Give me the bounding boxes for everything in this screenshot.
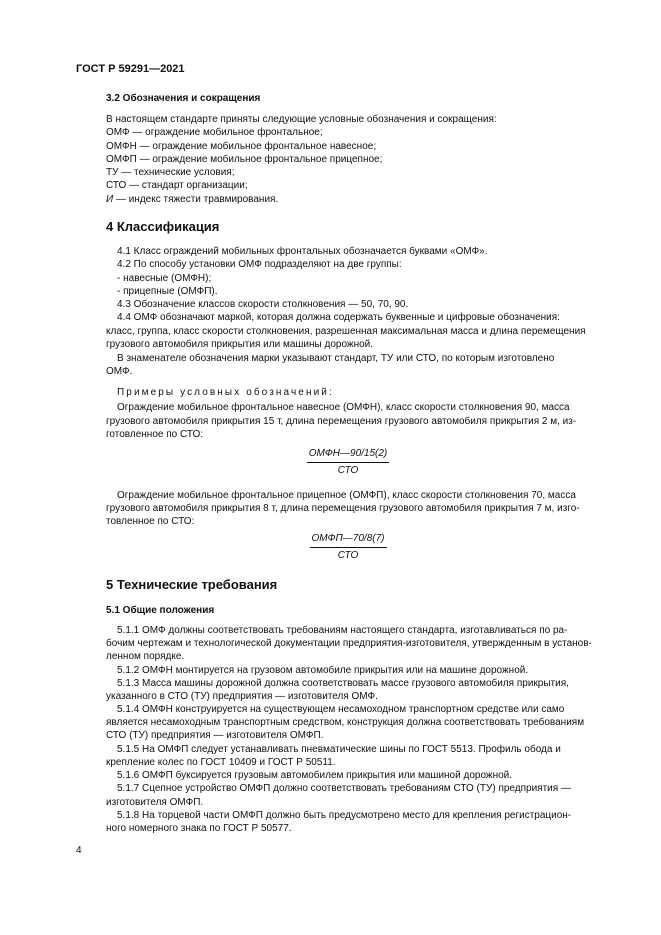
p518-first: [117, 809, 614, 822]
section-5-1-heading: [106, 604, 614, 617]
p515-first: [117, 743, 614, 756]
example-2-cont: [106, 502, 614, 529]
p516-517: [117, 769, 614, 796]
section-4-list: [117, 245, 614, 325]
p514-cont: [106, 716, 614, 743]
section-3-2-title: 3.2 Обозначения и сокращения: [106, 93, 261, 104]
p513-cont: [106, 690, 614, 703]
list-item-trailed: - прицепные (ОМФП).: [117, 285, 218, 297]
paragraph-5-1-6: 5.1.6 ОМФП буксируется грузовым автомобилем прикрытия или машиной дорожной.: [117, 770, 513, 781]
abbrev-item: ОМФН — ограждение мобильное фронтальное навесное;: [106, 140, 377, 152]
section-5-title: 5 Технические требования: [106, 577, 278, 592]
p511-first: [117, 624, 614, 637]
paragraph-5-1-4-line2: является несамоходным транспортным средством, конструкция должна соответствовать требованиям: [106, 717, 585, 728]
paragraph-5-1-3-line1: 5.1.3 Масса машины дорожной должна соответствовать массе грузового автомобиля прикрытия,: [117, 678, 569, 690]
fraction-numerator: ОМФН—90/15(2): [307, 447, 390, 463]
paragraph-5-1-1-line3: ленном порядке.: [106, 651, 185, 663]
paragraph-4-4-line3: грузового автомобиля прикрытия или машины дорожной.: [106, 339, 374, 351]
section-3-2-intro: В настоящем стандарте приняты следующие условные обозначения и сокращения:: [106, 114, 497, 125]
abbrev-item: ОМФ — ограждение мобильное фронтальное;: [106, 127, 323, 139]
paragraph-5-1-7-line1: 5.1.7 Сцепное устройство ОМФП должно соответствовать требованиям СТО (ТУ) предприятия —: [117, 783, 571, 795]
paragraph-5-1-8-line1: 5.1.8 На торцевой части ОМФП должно быть предусмотрено место для крепления регистрацион-: [117, 810, 572, 821]
abbrev-item: ОМФП — ограждение мобильное фронтальное прицепное;: [106, 153, 383, 165]
section-5-heading: [106, 578, 614, 591]
p518-cont: [106, 822, 614, 835]
formula-example-1: [300, 447, 396, 478]
paragraph-5-1-5-line2: крепление колес по ГОСТ 10409 и ГОСТ Р 50511.: [106, 757, 336, 768]
section-4-title: 4 Классификация: [106, 219, 220, 234]
paragraph-5-1-7-line2: изготовителя ОМФП.: [106, 797, 204, 808]
section-5-1-title: 5.1 Общие положения: [106, 605, 215, 616]
abbrev-item: [106, 193, 614, 206]
fraction: [310, 532, 387, 563]
paragraph-5-1-4-line3: СТО (ТУ) предприятия — изготовителя ОМФП.: [106, 730, 324, 742]
paragraph-4-1: 4.1 Класс ограждений мобильных фронтальных обозначается буквами «ОМФ».: [117, 246, 488, 257]
formula-example-2: [303, 532, 393, 563]
examples-title: Примеры условных обозначений:: [117, 387, 334, 398]
example-1-line1: Ограждение мобильное фронтальное навесное (ОМФН), класс скорости столкновения 90, масса: [117, 402, 570, 414]
example-2: [117, 489, 614, 502]
example-1-cont: [106, 415, 614, 442]
fraction-numerator: ОМФП—70/8(7): [310, 532, 387, 548]
fraction-denominator: СТО: [337, 465, 359, 477]
example-1-line2: грузового автомобиля прикрытия 15 т, длина перемещения грузового автомобиля прикрытия 2 м, из-: [106, 416, 577, 427]
paragraph-denominator-line1: В знаменателе обозначения марки указывают стандарт, ТУ или СТО, по которым изготовлено: [117, 353, 555, 364]
abbrev-item: СТО — стандарт организации;: [106, 180, 248, 192]
paragraph-5-1-1-line1: 5.1.1 ОМФ должны соответствовать требованиям настоящего стандарта, изготавливаться по ра-: [117, 625, 568, 636]
section-4-4-cont: [106, 325, 614, 352]
paragraph-5-1-2: 5.1.2 ОМФН монтируется на грузовом автомобиле прикрытия или на машине дорожной.: [117, 665, 529, 676]
abbrev-item: ТУ — технические условия;: [106, 167, 235, 179]
section-3-2: [106, 92, 614, 105]
paragraph-4-4-line1: 4.4 ОМФ обозначают маркой, которая должна содержать буквенные и цифровые обозначения:: [117, 312, 560, 324]
p514-first: [117, 703, 614, 716]
paragraph-denominator-cont: [106, 365, 614, 378]
paragraph-5-1-1-line2: бочим чертежам и технологической документации предприятия-изготовителя, утвержденным в установ-: [106, 638, 592, 649]
p511-cont: [106, 637, 614, 664]
example-2-line1: Ограждение мобильное фронтальное прицепное (ОМФП), класс скорости столкновения 70, масса: [117, 490, 576, 501]
p515-cont: [106, 756, 614, 769]
document-header: ГОСТ Р 59291—2021: [76, 63, 185, 75]
paragraph-5-1-8-line2: ного номерного знака по ГОСТ Р 50577.: [106, 823, 292, 834]
paragraph-denominator-line2: ОМФ.: [106, 366, 133, 377]
injury-index-text: — индекс тяжести травмирования.: [113, 193, 279, 205]
page-number: 4: [76, 845, 82, 856]
section-3-2-body: [106, 113, 614, 206]
paragraph-denominator: [117, 352, 614, 365]
example-1-line3: готовленное по СТО:: [106, 429, 204, 441]
example-2-line2: грузового автомобиля прикрытия 8 т, длина перемещения грузового автомобиля прикрытия 7 м, изго-: [106, 503, 580, 514]
p517-cont: [106, 796, 614, 809]
paragraph-5-1-3-line2: указанного в СТО (ТУ) предприятия — изготовителя ОМФ.: [106, 691, 378, 702]
list-item-mounted: - навесные (ОМФН);: [117, 272, 212, 284]
example-2-line3: товленное по СТО:: [106, 516, 195, 528]
paragraph-5-1-4-line1: 5.1.4 ОМФН конструируется на существующем несамоходном транспортном средстве или само: [117, 704, 565, 715]
fraction-denominator: СТО: [337, 550, 359, 562]
paragraph-5-1-5-line1: 5.1.5 На ОМФП следует устанавливать пневматические шины по ГОСТ 5513. Профиль обода и: [117, 744, 561, 755]
paragraph-4-4-line2: класс, группа, класс скорости столкновения, разрешенная максимальная масса и длина перемещения: [106, 326, 586, 337]
paragraph-4-3: 4.3 Обозначение классов скорости столкновения — 50, 70, 90.: [117, 299, 409, 311]
examples-block: [117, 386, 614, 415]
p512-513: [117, 664, 614, 691]
fraction: [307, 447, 390, 478]
injury-index-symbol: И: [106, 193, 114, 205]
section-4-heading: [106, 220, 614, 233]
paragraph-4-2: 4.2 По способу установки ОМФ подразделяют на две группы:: [117, 259, 402, 271]
